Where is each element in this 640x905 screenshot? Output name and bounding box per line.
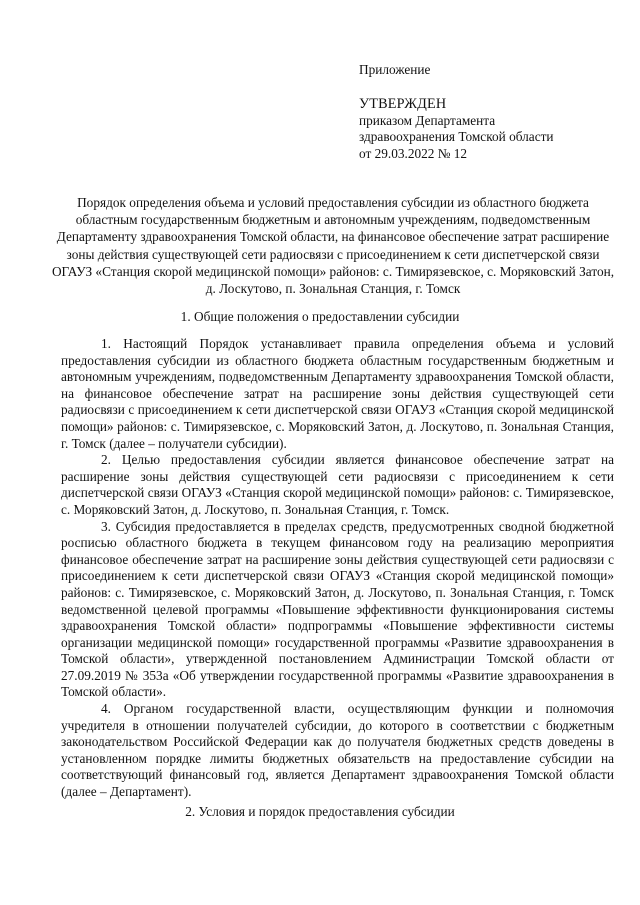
section-1-heading: 1. Общие положения о предоставлении субсидии bbox=[180, 309, 460, 324]
approval-department-line: здравоохранения Томской области bbox=[359, 129, 554, 145]
approval-order-line: приказом Департамента bbox=[359, 112, 496, 128]
paragraph-4: 4. Органом государственной власти, осуществляющим функции и полномочия учредителя в отношении получателей субсидии, до которого в соответствии с бюджетным законодательством Российской Федерации как до получателя бюджетных средств доведены в установленном порядке лимиты бюджетных обязательств на предоставление субсидии на соответствующий финансовый год, является Департамент здравоохранения Томской области (далее – Департамент). bbox=[61, 701, 614, 800]
document-body bbox=[61, 336, 614, 801]
document-title: Порядок определения объема и условий предоставления субсидии из областного бюджета областным государственным бюджетным и автономным учреждениям, подведомственным Департаменту здравоохранения Томской области, на финансовое обеспечение затрат расширение зоны действия существующей сети радиосвязи с присоединением к сети диспетчерской связи ОГАУЗ «Станция скорой медицинской помощи» районов: с. Тимирязевское, с. Моряковский Затон, д. Лоскутово, п. Зональная Станция, г. Томск bbox=[51, 195, 615, 297]
approval-date-number-line: от 29.03.2022 № 12 bbox=[359, 146, 468, 162]
approval-block bbox=[359, 62, 554, 163]
appendix-label: Приложение bbox=[359, 62, 431, 77]
paragraph-2: 2. Целью предоставления субсидии является финансовое обеспечение затрат на расширение зоны действия существующей сети радиосвязи с присоединением к сети диспетчерской связи ОГАУЗ «Станция скорой медицинской помощи» районов: с. Тимирязевское, с. Моряковский Затон, д. Лоскутово, п. Зональная Станция, г. Томск. bbox=[61, 452, 614, 517]
approved-stamp-text: УТВЕРЖДЕН bbox=[359, 95, 447, 112]
paragraph-3: 3. Субсидия предоставляется в пределах средств, предусмотренных сводной бюджетной росписью областного бюджета в текущем финансовом году на реализацию мероприятия финансовое обеспечение затрат на расширение зоны действия существующей сети радиосвязи с присоединением к сети диспетчерской связи ОГАУЗ «Станция скорой медицинской помощи» районов: с. Тимирязевское, с. Моряковский Затон, д. Лоскутово, п. Зональная Станция, г. Томск ведомственной целевой программы «Повышение эффективности функционирования системы здравоохранения Томской области» подпрограммы «Повышение эффективности системы организации медицинской помощи» государственной программы «Развитие здравоохранения в Томской области», утвержденной постановлением Администрации Томской области от 27.09.2019 № 353а «Об утверждении государственной программы «Развитие здравоохранения в Томской области». bbox=[61, 518, 614, 700]
paragraph-1: 1. Настоящий Порядок устанавливает правила определения объема и условий предоставления субсидии из областного бюджета областным государственным бюджетным и автономным учреждениям, подведомственным Департаменту здравоохранения Томской области, на финансовое обеспечение затрат на расширение зоны действия существующей сети радиосвязи с присоединением к сети диспетчерской связи ОГАУЗ «Станция скорой медицинской помощи» районов: с. Тимирязевское, с. Моряковский Затон, д. Лоскутово, п. Зональная Станция, г. Томск (далее – получатели субсидии). bbox=[61, 336, 614, 451]
section-2-heading: 2. Условия и порядок предоставления субсидии bbox=[185, 804, 455, 819]
